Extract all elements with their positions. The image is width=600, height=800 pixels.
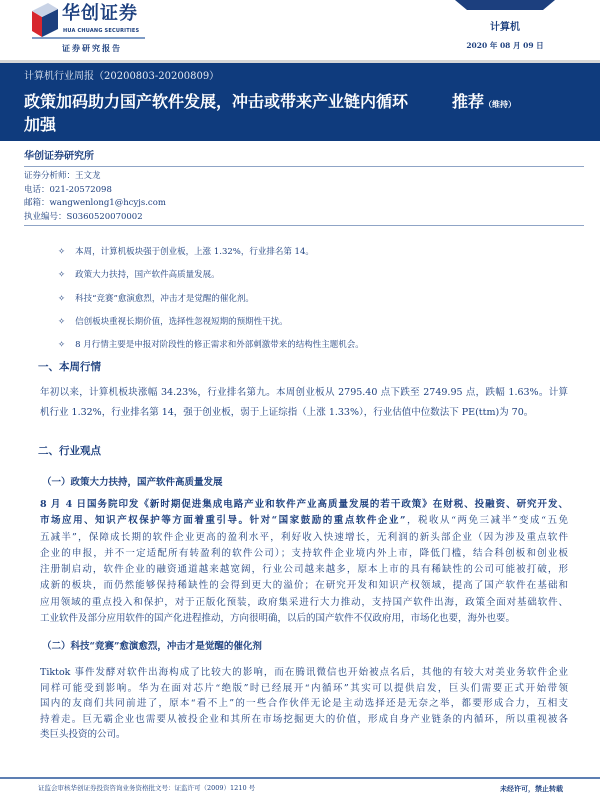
analyst-info bbox=[24, 170, 166, 224]
paragraph: 年初以来，计算机板块涨幅 34.23%，行业排名第九。本周创业板从 2795.40 点下跌至 2749.95 点，跌幅 1.63%。计算 机行业 1.32%，行业排名第 14，强于创业板，弱于上证综指（上涨 1.33%），行业估值中位数法下 PE(ttm)为 70。 bbox=[40, 387, 568, 418]
footer-license: 证监会审核华创证券投资咨询业务资格批文号：证监许可（2009）1210 号 bbox=[38, 784, 256, 792]
report-type: 证券研究报告 bbox=[62, 43, 122, 53]
rating bbox=[452, 90, 516, 116]
logo-text: 华创证券 bbox=[62, 3, 138, 24]
logo-divider bbox=[32, 37, 145, 39]
key-point: ✧ 8 月行情主要是申报对阶段性的修正需求和外部刺激带来的结构性主题机会。 bbox=[58, 339, 364, 362]
diamond-bullet-icon: ✧ bbox=[58, 293, 66, 304]
key-point: ✧ 政策大力扶持，国产软件高质量发展。 bbox=[58, 269, 364, 292]
logo-cube-icon bbox=[32, 3, 58, 37]
paragraph: 8 月 4 日国务院印发《新时期促进集成电路产业和软件产业高质量发展的若干政策》在财税、投融资、研究开发、 市场应用、知识产权保护等方面着重引导。针对“国家鼓励的重点软件企业”，税收从“两免三减半”变成“五免 五减半”，保障成长期的软件企业更高的盈利水平，利好收入快速增长，无利润的新头部企业（因为涉及重点软件 企业的申报，并不一定适配所有转盈利的软件公司）；支持软件企业境内外上市，降低门槛，结合科创板和创业板 注册制启动，软件企业的融资通道越来越宽阔，行业公司越来越多，原本上市的具有稀缺性的公司可能被打破，形 成新的板块，而仍然能够保持稀缺性的会得到更大的溢价；在研究开发和知识产权领域，提高了国产软件在基础和 应用领域的重点投入和保护，对于正版化预装，政府集采进行大力推动，支持国产软件出海，政策全面对基础软件、 工业软件及部分应用软件的国产化进程推动，方向很明确，以后的国产软件不仅政府用，市场化也要，海外也要。 bbox=[40, 499, 568, 625]
key-point: ✧ 信创板块重视长期价值，选择性忽视短期的预期性干扰。 bbox=[58, 316, 364, 339]
report-subtitle: 计算机行业周报（20200803-20200809） bbox=[24, 71, 220, 82]
footer-divider bbox=[0, 777, 600, 779]
report-date: 2020 年 08 月 09 日 bbox=[466, 41, 544, 50]
subsection-heading: （二）科技“竞赛”愈演愈烈，冲击才是觉醒的催化剂 bbox=[42, 641, 262, 652]
analyst-name: 证券分析师：王文龙 bbox=[24, 171, 101, 181]
key-point: ✧ 科技“竞赛”愈演愈烈，冲击才是觉醒的催化剂。 bbox=[58, 293, 364, 316]
diamond-bullet-icon: ✧ bbox=[58, 316, 66, 327]
key-point: ✧ 本周，计算机板块强于创业板，上涨 1.32%，行业排名第 14。 bbox=[58, 246, 364, 269]
industry-label: 计算机 bbox=[490, 22, 520, 33]
diamond-bullet-icon: ✧ bbox=[58, 340, 66, 351]
analyst-license: 执业编号：S0360520070002 bbox=[24, 211, 143, 222]
header-tab-decoration bbox=[455, 0, 555, 10]
diamond-bullet-icon: ✧ bbox=[58, 247, 66, 257]
divider bbox=[24, 225, 584, 226]
title-banner bbox=[0, 63, 600, 141]
subsection-heading: （一）政策大力扶持，国产软件高质量发展 bbox=[42, 477, 223, 488]
rating-note: （维持） bbox=[484, 99, 517, 109]
section-heading: 二、行业观点 bbox=[38, 445, 101, 457]
report-title: 政策加码助力国产软件发展，冲击或带来产业链内循环加强 bbox=[24, 92, 409, 134]
analyst-phone: 电话：021-20572098 bbox=[24, 184, 112, 195]
section-heading: 一、本周行情 bbox=[38, 361, 101, 373]
diamond-bullet-icon: ✧ bbox=[58, 270, 66, 281]
institute-name: 华创证券研究所 bbox=[24, 151, 94, 162]
key-points bbox=[58, 246, 364, 362]
footer-notice: 未经许可，禁止转载 bbox=[500, 784, 563, 793]
rating-value: 推荐 bbox=[452, 92, 485, 111]
divider bbox=[24, 166, 584, 167]
logo-english: HUA CHUANG SECURITIES bbox=[63, 28, 140, 34]
paragraph: Tiktok 事件发酵对软件出海构成了比较大的影响，而在腾讯微信也开始被点名后，其他的有较大对美业务软件企业 同样可能受到影响。华为在面对芯片“绝版”时已经展开“内循环”其实可以提供启发，巨头们需要正式开始带领 国内的友商们共同前进了，原本“看不上”的一些合作伙伴无论是主动选择还是无奈之举，都要形成合力，互相支 持着走。巨无霸企业也需要从被投企业和其所在市场挖掘更大的价值，形成自身产业链条的内循环，所以重视被各 类巨头投资的公司。 bbox=[40, 667, 568, 740]
analyst-email[interactable]: 邮箱：wangwenlong1@hcyjs.com bbox=[24, 198, 166, 208]
